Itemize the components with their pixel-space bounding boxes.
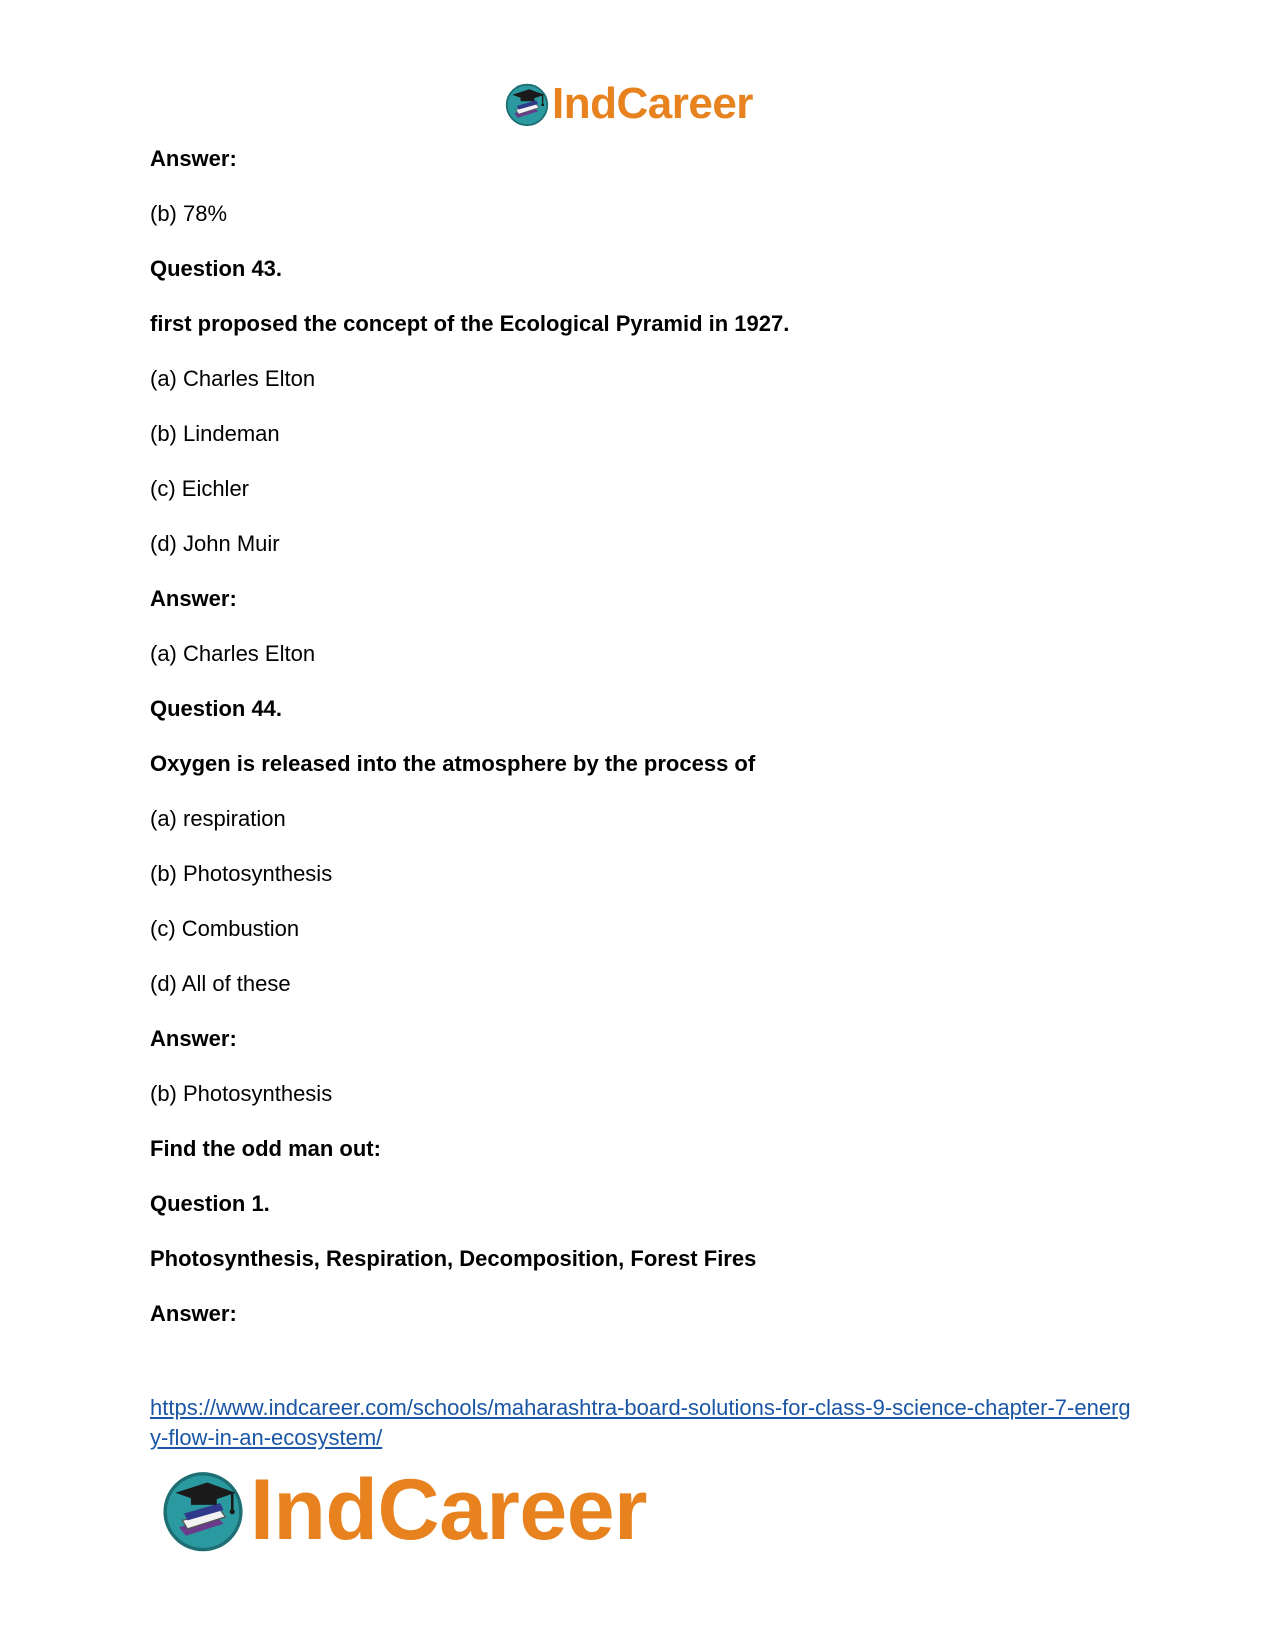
logo-wordmark: IndCareer xyxy=(552,79,753,128)
option-item: (b) Photosynthesis xyxy=(150,861,333,886)
answer-label: Answer: xyxy=(150,1301,237,1326)
question-text: first proposed the concept of the Ecological Pyramid in 1927. xyxy=(150,311,790,336)
answer-text: (b) 78% xyxy=(150,201,228,226)
question-text: Oxygen is released into the atmosphere by the process of xyxy=(150,751,756,776)
answer-label: Answer: xyxy=(150,586,237,611)
source-url-link[interactable]: https://www.indcareer.com/schools/maharashtra-board-solutions-for-class-9-science-chapter-7-energy-flow-in-an-ecosystem/ xyxy=(150,1395,1131,1450)
answer-label: Answer: xyxy=(150,146,237,171)
option-item: (b) Lindeman xyxy=(150,421,280,446)
question-number: Question 1. xyxy=(150,1191,270,1216)
graduation-cap-books-globe-icon xyxy=(504,81,550,127)
option-item: (a) Charles Elton xyxy=(150,366,316,391)
question-number: Question 44. xyxy=(150,696,283,721)
option-item: (c) Eichler xyxy=(150,476,250,501)
question-text: Find the odd man out: xyxy=(150,1136,381,1161)
answer-label: Answer: xyxy=(150,1026,237,1051)
document-body xyxy=(150,145,1140,1355)
answer-text: (a) Charles Elton xyxy=(150,641,316,666)
question-number: Question 43. xyxy=(150,256,283,281)
option-item: (d) John Muir xyxy=(150,531,280,556)
answer-text: (b) Photosynthesis xyxy=(150,1081,333,1106)
option-item: (c) Combustion xyxy=(150,916,300,941)
header-logo xyxy=(504,78,753,130)
graduation-cap-books-globe-icon xyxy=(160,1467,246,1553)
footer-logo xyxy=(160,1462,647,1558)
question-text: Photosynthesis, Respiration, Decomposition, Forest Fires xyxy=(150,1246,757,1271)
option-item: (a) respiration xyxy=(150,806,286,831)
option-item: (d) All of these xyxy=(150,971,291,996)
logo-wordmark: IndCareer xyxy=(250,1462,647,1558)
